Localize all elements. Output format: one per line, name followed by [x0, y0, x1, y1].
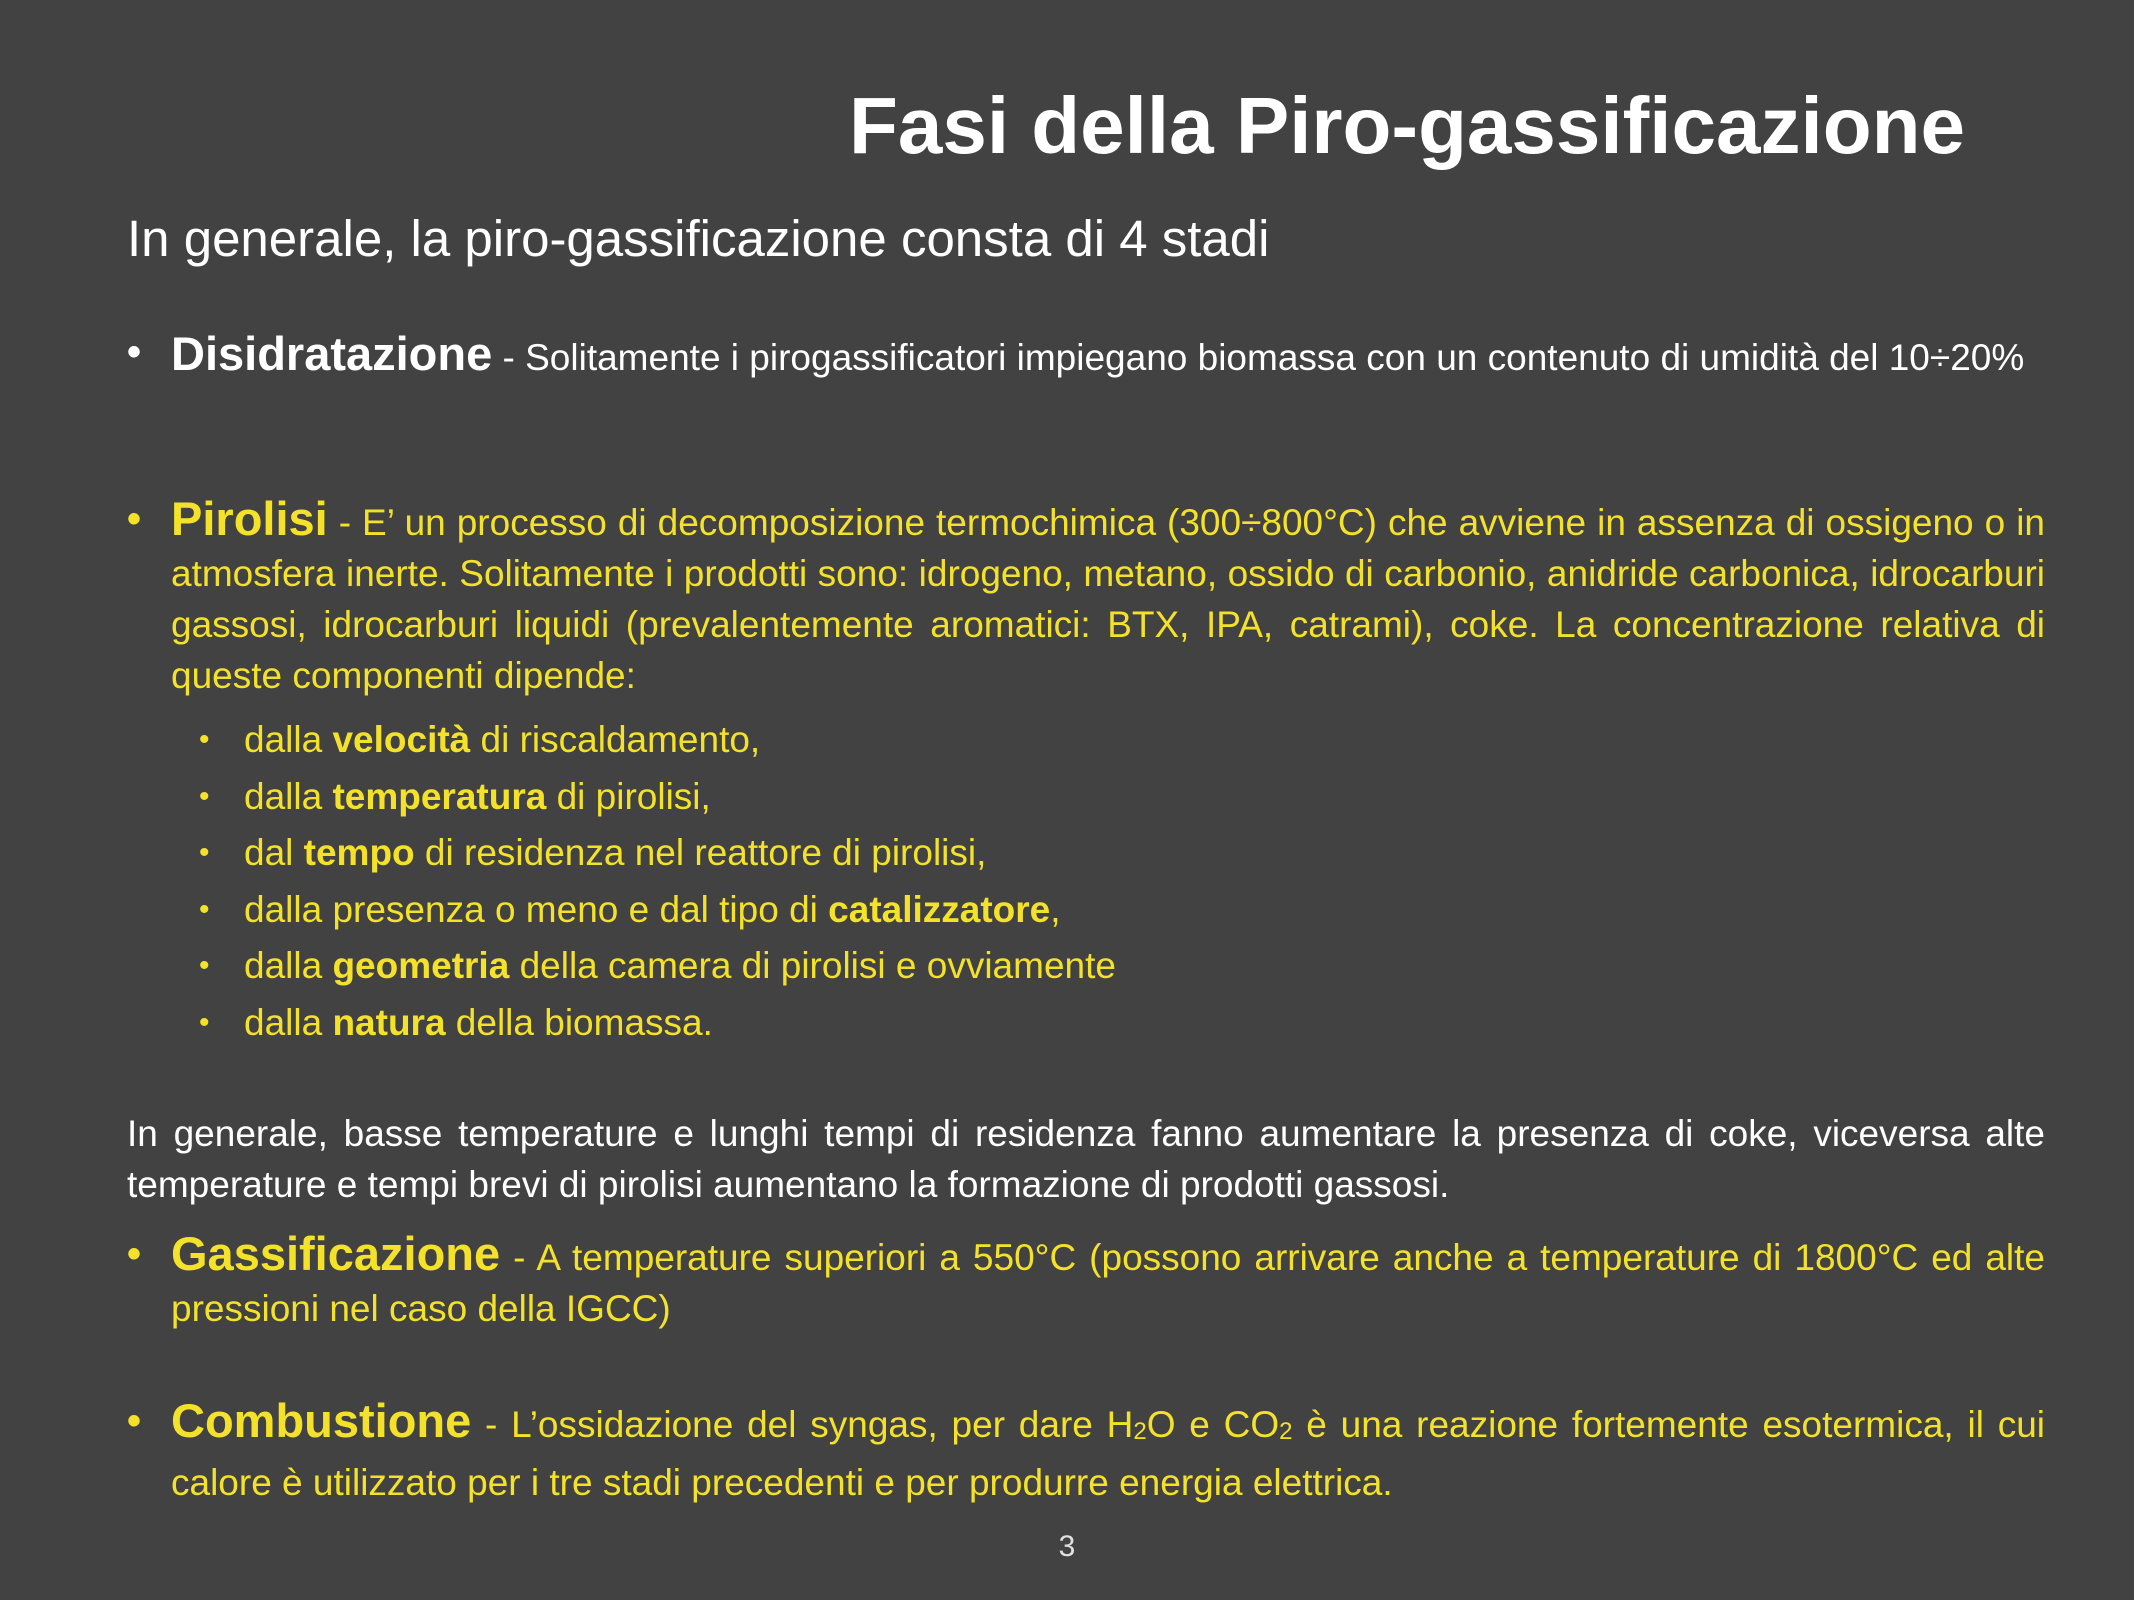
bullet-dot: • — [127, 497, 142, 541]
stage-body — [171, 493, 2045, 701]
factor-keyword: geometria — [332, 945, 510, 987]
list-item: • dal tempo di residenza nel reattore di pirolisi, — [199, 825, 1116, 882]
stage-term: Disidratazione — [171, 327, 493, 380]
stage-term: Combustione — [171, 1394, 472, 1447]
stage-body — [171, 328, 2045, 383]
stage-term: Gassificazione — [171, 1227, 501, 1280]
bullet-dot: • — [199, 949, 210, 983]
stage-description: - L’ossidazione del syngas, per dare H — [471, 1404, 1134, 1445]
stage-pirolisi — [127, 493, 2045, 701]
bullet-dot: • — [199, 1005, 210, 1039]
list-item: • dalla velocità di riscaldamento, — [199, 712, 1116, 769]
list-item: • dalla presenza o meno e dal tipo di catalizzatore, — [199, 882, 1116, 939]
list-item: • dalla temperatura di pirolisi, — [199, 769, 1116, 826]
bullet-dot: • — [199, 779, 210, 813]
factor-keyword: temperatura — [332, 775, 547, 817]
list-item: • dalla geometria della camera di pirolisi e ovviamente — [199, 938, 1116, 995]
bullet-dot: • — [127, 1399, 142, 1443]
pirolisi-factors-list — [199, 712, 1116, 1052]
factor-keyword: natura — [332, 1001, 446, 1043]
intro-text: In generale, la piro-gassificazione consta di 4 stadi — [127, 210, 1270, 267]
factor-keyword: tempo — [303, 832, 415, 874]
bullet-dot: • — [199, 836, 210, 870]
stage-description: - E’ un processo di decomposizione termochimica (300÷800°C) che avviene in assenza di ossigeno o in atmosfera inerte. Solitamente i prodotti sono: idrogeno, metano, ossido di carbonio, anidride carbonica, idrocarburi gassosi, idrocarburi liquidi (prevalentemente aromatici: BTX, IPA, catrami), coke. La concentrazione relativa di queste componenti dipende: — [171, 502, 2045, 696]
bullet-dot: • — [199, 723, 210, 756]
stage-description: - Solitamente i pirogassificatori impiegano biomassa con un contenuto di umidità del 10÷20% — [492, 337, 2025, 378]
subscript: 2 — [1279, 1418, 1293, 1445]
factor-keyword: catalizzatore — [828, 888, 1051, 930]
list-item: • dalla natura della biomassa. — [199, 995, 1116, 1052]
bullet-dot: • — [127, 1232, 142, 1276]
stage-gassificazione — [127, 1228, 2045, 1334]
stage-body — [171, 1228, 2045, 1334]
page-number: 3 — [1058, 1530, 1076, 1563]
stage-body: Combustione - L’ossidazione del syngas, per dare $H_2O$ e $CO_2$ è una reazione fortemente esotermica, il cui calore è utilizzato per i tre stadi precedenti e per produrre energia elettrica. — [171, 1394, 2045, 1503]
subscript: 2 — [1133, 1418, 1147, 1445]
factor-keyword: velocità — [332, 719, 471, 760]
stage-term: Pirolisi — [171, 492, 328, 545]
stage-disidratazione — [127, 328, 2045, 383]
summary-paragraph: In generale, basse temperature e lunghi tempi di residenza fanno aumentare la presenza di coke, viceversa alte temperature e tempi brevi di pirolisi aumentano la formazione di prodotti gassosi. — [127, 1113, 2045, 1205]
slide-title: Fasi della Piro-gassificazione — [849, 81, 1965, 170]
bullet-dot: • — [127, 330, 142, 374]
stage-combustione — [127, 1395, 2045, 1508]
stage-description: - A temperature superiori a 550°C (possono arrivare anche a temperature di 1800°C ed alte pressioni nel caso della IGCC) — [171, 1237, 2045, 1329]
bullet-dot: • — [199, 892, 210, 926]
